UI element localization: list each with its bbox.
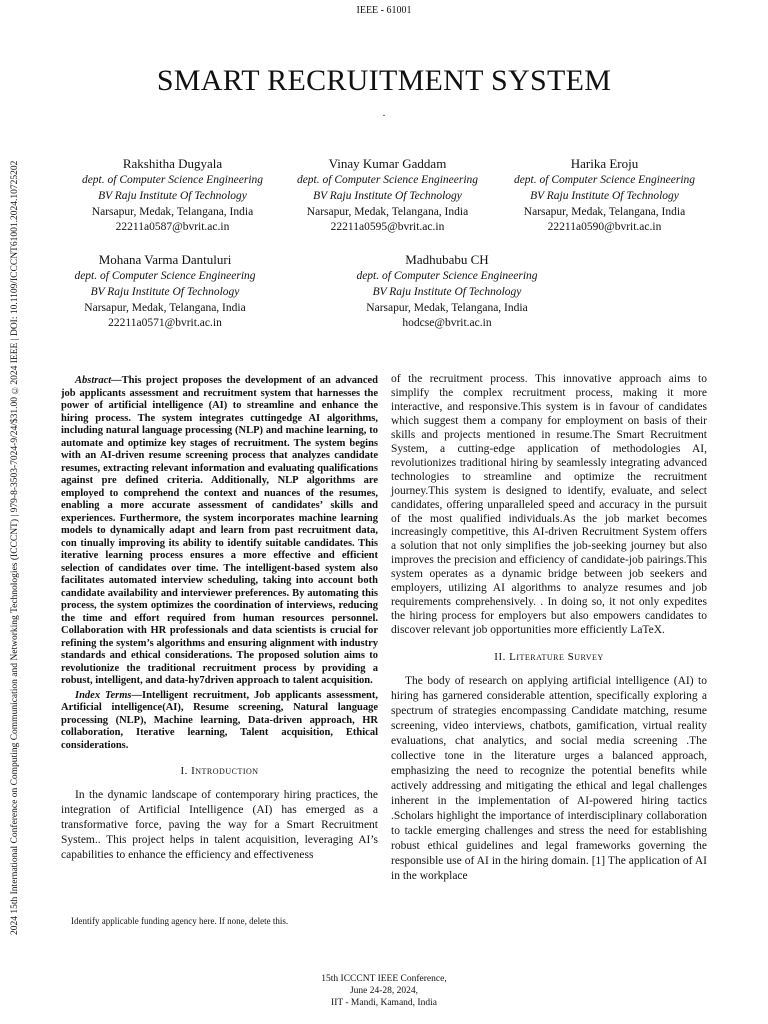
author-name: Rakshitha Dugyala	[122, 156, 223, 171]
literature-paragraph: The body of research on applying artificial intelligence (AI) to hiring has garnered considerable attention, specifically exploring a spectrum of strategies encompassing Candidate matching, resume screening, video interviews, chatbots, gamification, virtual reality evaluations, chat analytics, and social media screening .The collective tone in the literature urges a balanced approach, emphasizing the need to recognize the potential benefits while actively addressing and mitigating the ethical and legal challenges inherent in the implementation of AI-powered hiring tactics .Scholars highlight the importance of interdisciplinary collaboration to tackle emerging challenges and stress the need for establishing robust ethical guidelines and legal frameworks governing the responsible use of AI in the hiring domain. [1] The application of AI in the workplace	[391, 675, 707, 883]
footer-line: June 24-28, 2024,	[349, 986, 419, 996]
index-terms-lead: Index Terms	[75, 689, 132, 701]
index-terms-text: —Intelligent recruitment, Job applicants assessment, Artificial intelligence(AI), Resume screening, Natural language processing (NLP), Machine learning, Data-driven approach, HR collaboration, Iterative learning, Talent acquisition, Ethical considerations.	[61, 689, 378, 751]
author-name: Vinay Kumar Gaddam	[328, 156, 447, 171]
intro-paragraph: In the dynamic landscape of contemporary hiring practices, the integration of Artificial Intelligence (AI) has emerged as a transformative force, paving the way for a Smart Recruitment System.. This project helps in talent acquisition, leveraging AI’s capabilities to enhance the efficiency and effectiveness	[61, 788, 378, 861]
abstract	[61, 375, 378, 688]
abstract-text: —This project proposes the development of an advanced job applicants assessment and recruitment system that harnesses the power of artificial intelligence (AI) to streamline and enhance the hiring process. The system integrates cuttingedge AI algorithms, including natural language processing (NLP) and machine learning, to automate and optimize key stages of recruitment. The system begins with an AI-driven resume screening process that analyzes candidate resumes, extracting relevant information and evaluating qualifications against pre defined criteria. Additionally, NLP algorithms are employed to comprehend the context and nuances of the resumes, enabling a more accurate assessment of candidates’ skills and experiences. Furthermore, the system incorporates machine learning models to dynamically adapt and learn from past recruitment data, con tinually improving its ability to identify suitable candidates. This iterative learning process ensures a more effective and efficient selection of candidates over time. The intelligent-based system also facilitates automated interview scheduling, taking into account both candidate availability and interviewer preferences. By automating this process, the system optimizes the coordination of interviews, reducing the time and effort required from human resources personnel. Collaboration with HR professionals and data scientists is crucial for refining the system’s algorithms and ensuring alignment with industry standards and ethical considerations. The proposed solution aims to revolutionize the traditional recruitment process by providing a robust, intelligent, and data-hy7driven approach to talent acquisition.	[61, 375, 378, 686]
author-institute: BV Raju Institute Of Technology	[530, 189, 679, 202]
author-location: Narsapur, Medak, Telangana, India	[366, 301, 528, 314]
section-number: I.	[180, 765, 192, 777]
intro-continued: of the recruitment process. This innovative approach aims to simplify the complex recruitment process, making it more interactive, and responsive.This system is in favour of candidates which suggest them a company for employment on basis of their skills and projects mentioned in resume.The Smart Recruitment System, a cutting-edge application of methodologies AI, revolutionizes traditional hiring by seamlessly integrating advanced technologies to streamline and optimize the recruitment journey.This system is designed to identify, evaluate, and select candidates, offering unparalleled speed and accuracy in the pursuit of the most qualified individuals.As the job market becomes increasingly competitive, this AI-driven Recruitment System offers a solution that not only simplifies the job-seeking journey but also improves the precision and efficiency of candidate-job pairings.This system operates as a dynamic bridge between job seekers and employers, utilizing AI algorithms to analyze resumes and job requirements comprehensively. . In doing so, it not only expedites the hiring process for employers but also empowers candidates to discover relevant job opportunities more efficiently LaTeX.	[391, 373, 707, 637]
author-institute: BV Raju Institute Of Technology	[98, 189, 247, 202]
citation-sidebar: 2024 15th International Conference on Computing Communication and Networking Technologies (ICCCNT) | 979-8-3503-7024-9/24/$31.00 ©2024 IEEE | DOI: 10.1109/ICCCNT61001.2024.10725202	[10, 160, 20, 935]
author-dept: dept. of Computer Science Engineering	[296, 174, 479, 186]
author-institute: BV Raju Institute Of Technology	[90, 285, 240, 298]
author-dept: dept. of Computer Science Engineering	[513, 174, 696, 186]
author-block	[55, 154, 290, 236]
conference-footer	[0, 973, 768, 1009]
author-dept: dept. of Computer Science Engineering	[356, 270, 538, 282]
section-title: Literature Survey	[509, 651, 604, 664]
title-mark: .	[382, 108, 386, 119]
author-location: Narsapur, Medak, Telangana, India	[84, 301, 246, 314]
section-number: II.	[494, 651, 510, 664]
author-dept: dept. of Computer Science Engineering	[74, 270, 256, 282]
author-block	[45, 250, 285, 332]
author-block	[327, 250, 567, 332]
footer-line: IIT - Mandi, Kamand, India	[331, 998, 437, 1008]
author-dept: dept. of Computer Science Engineering	[81, 174, 264, 186]
author-email: 22211a0587@bvrit.ac.in	[115, 221, 230, 234]
author-block	[270, 154, 505, 236]
author-institute: BV Raju Institute Of Technology	[313, 189, 462, 202]
footer-line: 15th ICCCNT IEEE Conference,	[321, 974, 447, 984]
author-location: Narsapur, Medak, Telangana, India	[306, 205, 469, 218]
author-email: 22211a0590@bvrit.ac.in	[547, 221, 662, 234]
author-name: Mohana Varma Dantuluri	[98, 252, 232, 267]
section-title: Introduction	[191, 765, 259, 777]
paper-title: SMART RECRUITMENT SYSTEM	[156, 64, 612, 97]
abstract-lead: Abstract	[75, 375, 112, 386]
author-email: hodcse@bvrit.ac.in	[402, 317, 492, 330]
paper-id: IEEE - 61001	[356, 5, 412, 16]
section-heading-literature	[391, 651, 707, 665]
author-email: 22211a0571@bvrit.ac.in	[108, 317, 222, 330]
funding-footnote: Identify applicable funding agency here. If none, delete this.	[71, 916, 289, 926]
left-column	[61, 375, 378, 863]
author-institute: BV Raju Institute Of Technology	[372, 285, 522, 298]
author-location: Narsapur, Medak, Telangana, India	[91, 205, 254, 218]
author-location: Narsapur, Medak, Telangana, India	[523, 205, 686, 218]
author-block	[487, 154, 722, 236]
author-name: Harika Eroju	[570, 156, 639, 171]
index-terms	[61, 690, 378, 753]
author-name: Madhubabu CH	[405, 252, 489, 267]
author-email: 22211a0595@bvrit.ac.in	[330, 221, 445, 234]
section-heading-introduction	[61, 765, 378, 779]
right-column	[391, 373, 707, 884]
